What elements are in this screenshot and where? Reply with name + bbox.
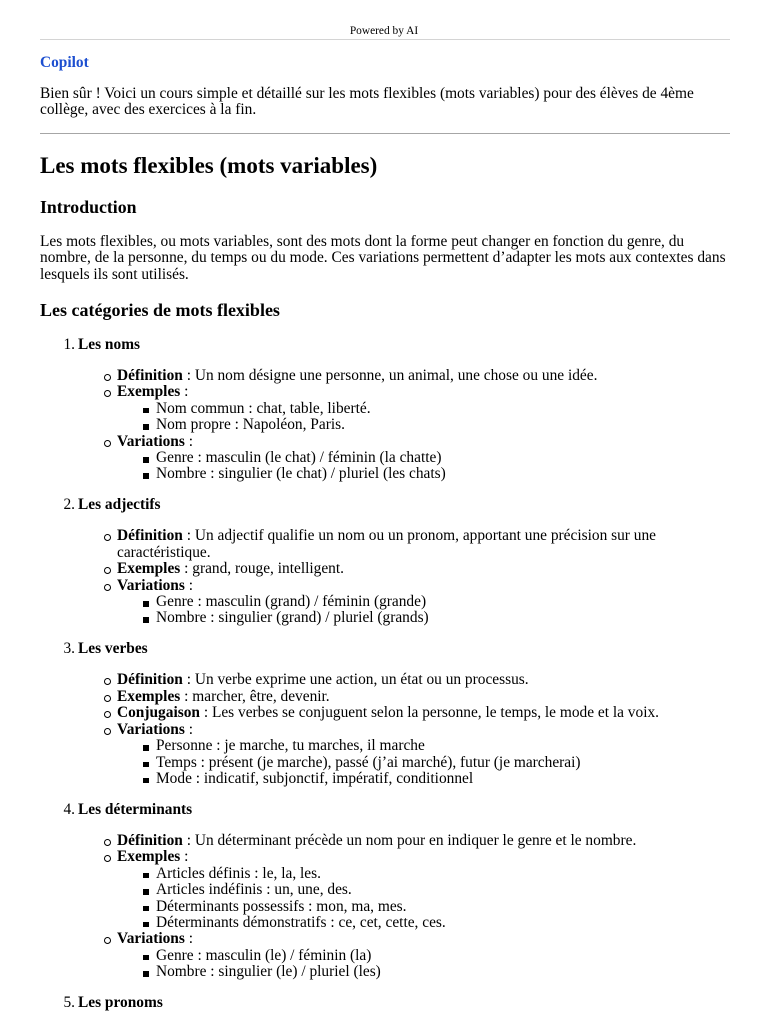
square-bullet-icon (143, 971, 149, 977)
point-label: Exemples (117, 560, 181, 578)
category-number: 1. (63, 336, 75, 353)
category-noms (40, 337, 730, 483)
sub-item-text: Genre : masculin (le) / féminin (la) (156, 946, 372, 964)
sub-item-text: Articles indéfinis : un, une, des. (156, 881, 352, 899)
introduction-paragraph (40, 234, 730, 283)
introduction-heading: Introduction (40, 197, 137, 217)
examples-item (117, 561, 730, 577)
sender-name: Copilot (40, 54, 89, 71)
sub-item (156, 738, 730, 754)
square-bullet-icon (143, 424, 149, 430)
square-bullet-icon (143, 762, 149, 768)
paragraph-line: Les mots flexibles, ou mots variables, sont des mots dont la forme peut changer en fonction du genre, du (40, 233, 685, 250)
category-number: 5. (63, 994, 75, 1012)
point-text: : Un nom désigne une personne, un animal, une chose ou une idée. (186, 367, 598, 384)
categories-list (40, 337, 730, 1012)
sub-item-text: Nombre : singulier (le chat) / pluriel (les chats) (156, 465, 446, 483)
variations-item (117, 578, 730, 627)
square-bullet-icon (143, 601, 149, 607)
point-text: : Un déterminant précède un nom pour en indiquer le genre et le nombre. (186, 831, 637, 849)
sub-item (156, 755, 730, 771)
point-label: Définition (117, 367, 183, 384)
point-label: Définition (117, 671, 183, 689)
circle-bullet-icon (104, 711, 111, 718)
sub-item (156, 964, 730, 980)
sub-list (156, 738, 730, 787)
square-bullet-icon (143, 922, 149, 928)
circle-bullet-icon (104, 855, 111, 862)
category-number: 3. (63, 640, 75, 658)
point-label: Variations (117, 720, 185, 738)
category-points (117, 368, 730, 483)
sub-item-text: Articles définis : le, la, les. (156, 864, 321, 882)
section-divider (40, 133, 730, 134)
sub-item (156, 948, 730, 964)
point-label: Variations (117, 432, 185, 450)
circle-bullet-icon (104, 695, 111, 702)
category-title: Les pronoms (78, 994, 163, 1012)
point-text: : marcher, être, devenir. (184, 687, 330, 705)
point-label: Définition (117, 527, 183, 545)
point-text: : (184, 383, 189, 401)
sub-item (156, 610, 730, 626)
point-label: Variations (117, 576, 185, 594)
square-bullet-icon (143, 745, 149, 751)
point-label: Exemples (117, 687, 181, 705)
circle-bullet-icon (104, 567, 111, 574)
sub-list (156, 450, 730, 483)
intro-message-line: Bien sûr ! Voici un cours simple et détaillé sur les mots flexibles (mots variables) pour des élèves de 4ème (40, 85, 694, 102)
sub-list (156, 866, 730, 932)
category-title: Les noms (78, 336, 140, 353)
category-title: Les adjectifs (78, 496, 161, 514)
square-bullet-icon (143, 873, 149, 879)
sub-item (156, 466, 730, 482)
category-points (117, 672, 730, 787)
sub-item-text: Déterminants démonstratifs : ce, cet, cette, ces. (156, 913, 446, 931)
sub-item (156, 594, 730, 610)
circle-bullet-icon (104, 839, 111, 846)
category-number: 4. (63, 800, 75, 818)
examples-item (117, 384, 730, 433)
point-label: Définition (117, 831, 183, 849)
definition-item (117, 528, 730, 561)
sub-item-text: Genre : masculin (le chat) / féminin (la chatte) (156, 449, 442, 467)
point-text: : grand, rouge, intelligent. (184, 560, 344, 578)
paragraph-line: lesquels ils sont utilisés. (40, 265, 189, 283)
square-bullet-icon (143, 617, 149, 623)
category-number: 2. (63, 496, 75, 514)
point-text: : (188, 720, 193, 738)
square-bullet-icon (143, 906, 149, 912)
sub-item (156, 866, 730, 882)
examples-item (117, 689, 730, 705)
point-label: Conjugaison (117, 704, 200, 722)
categories-heading: Les catégories de mots flexibles (40, 300, 280, 320)
square-bullet-icon (143, 889, 149, 895)
page-title: Les mots flexibles (mots variables) (40, 153, 378, 178)
paragraph-line: nombre, de la personne, du temps ou du mode. Ces variations permettent d’adapter les mots aux contextes dans (40, 249, 726, 267)
sub-item-text: Temps : présent (je marche), passé (j’ai marché), futur (je marcherai) (156, 753, 581, 771)
powered-by-label: Powered by AI (349, 25, 419, 37)
circle-bullet-icon (104, 584, 111, 591)
category-title: Les verbes (78, 640, 148, 658)
square-bullet-icon (143, 457, 149, 463)
category-points (117, 528, 730, 626)
category-title: Les déterminants (78, 800, 193, 818)
square-bullet-icon (143, 778, 149, 784)
point-text: : Un adjectif qualifie un nom ou un pronom, apportant une précision sur une caractéristique. (117, 527, 657, 561)
square-bullet-icon (143, 473, 149, 479)
sub-item (156, 417, 730, 433)
category-verbes (40, 641, 730, 787)
sub-item-text: Mode : indicatif, subjonctif, impératif, conditionnel (156, 769, 474, 787)
sub-item (156, 882, 730, 898)
square-bullet-icon (143, 955, 149, 961)
sub-item-text: Nombre : singulier (le) / pluriel (les) (156, 963, 381, 981)
intro-message (40, 86, 730, 119)
point-text: : Les verbes se conjuguent selon la personne, le temps, le mode et la voix. (203, 704, 660, 722)
category-points (117, 833, 730, 981)
circle-bullet-icon (104, 534, 111, 541)
circle-bullet-icon (104, 678, 111, 685)
point-label: Exemples (117, 848, 181, 866)
sub-item-text: Nom propre : Napoléon, Paris. (156, 416, 345, 434)
circle-bullet-icon (104, 374, 111, 381)
sub-item-text: Personne : je marche, tu marches, il marche (156, 737, 425, 755)
point-label: Exemples (117, 383, 181, 401)
point-text: : (188, 576, 193, 594)
header-divider (40, 39, 730, 40)
sub-list (156, 948, 730, 981)
sub-item-text: Déterminants possessifs : mon, ma, mes. (156, 897, 407, 915)
variations-item (117, 434, 730, 483)
point-text: : (188, 930, 193, 948)
circle-bullet-icon (104, 390, 111, 397)
sub-item (156, 450, 730, 466)
sub-list (156, 594, 730, 627)
category-pronoms (40, 995, 730, 1011)
variations-item (117, 722, 730, 788)
square-bullet-icon (143, 408, 149, 414)
point-text: : (184, 848, 189, 866)
category-adjectifs (40, 497, 730, 626)
sub-item-text: Nombre : singulier (grand) / pluriel (grands) (156, 609, 429, 627)
intro-message-line: collège, avec des exercices à la fin. (40, 101, 257, 119)
circle-bullet-icon (104, 937, 111, 944)
category-determinants (40, 802, 730, 981)
point-label: Variations (117, 930, 185, 948)
sub-item (156, 899, 730, 915)
examples-item (117, 849, 730, 931)
sub-item-text: Genre : masculin (grand) / féminin (grande) (156, 593, 427, 611)
sub-item (156, 771, 730, 787)
point-text: : Un verbe exprime une action, un état ou un processus. (186, 671, 529, 689)
point-text: : (188, 432, 193, 450)
circle-bullet-icon (104, 440, 111, 447)
sub-item (156, 401, 730, 417)
definition-item (117, 833, 730, 849)
conjugation-item (117, 705, 730, 721)
sub-item (156, 915, 730, 931)
variations-item (117, 931, 730, 980)
sub-list (156, 401, 730, 434)
circle-bullet-icon (104, 728, 111, 735)
definition-item (117, 368, 730, 384)
definition-item (117, 672, 730, 688)
sub-item-text: Nom commun : chat, table, liberté. (156, 399, 371, 417)
